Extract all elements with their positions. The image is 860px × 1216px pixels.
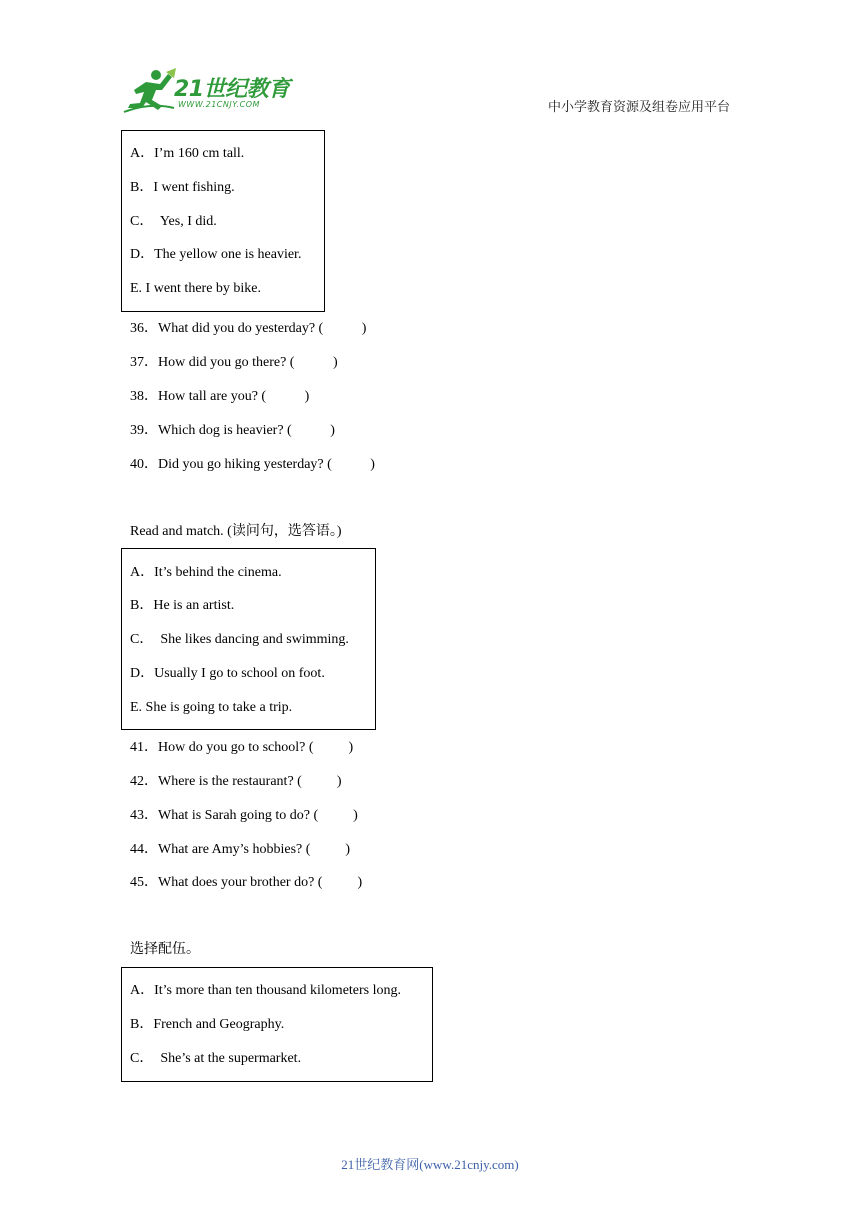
option-d: D．Usually I go to school on foot. (130, 666, 325, 681)
option-c: C． She’s at the supermarket. (130, 1051, 302, 1066)
option-c: C． Yes, I did. (130, 214, 217, 229)
footer-text: 21世纪教育网(www.21cnjy.com) (341, 1157, 519, 1172)
question-43: 43．What is Sarah going to do? ( ) (130, 808, 358, 823)
question-40: 40．Did you go hiking yesterday? ( ) (130, 457, 375, 472)
runner-logo-icon (122, 68, 178, 114)
section-3-title: 选择配伍。 (130, 942, 200, 957)
option-b: B．I went fishing. (130, 180, 235, 195)
question-36: 36．What did you do yesterday? ( ) (130, 321, 367, 336)
logo-text: 21世纪教育 (174, 77, 290, 102)
question-41: 41．How do you go to school? ( ) (130, 740, 354, 755)
option-a: A．It’s behind the cinema. (130, 565, 282, 580)
question-45: 45．What does your brother do? ( ) (130, 875, 363, 890)
option-a: A．It’s more than ten thousand kilometers long. (130, 983, 402, 998)
option-e: E. She is going to take a trip. (130, 700, 293, 715)
option-e: E. I went there by bike. (130, 281, 262, 296)
option-b: B．French and Geography. (130, 1017, 285, 1032)
question-42: 42．Where is the restaurant? ( ) (130, 774, 342, 789)
question-44: 44．What are Amy’s hobbies? ( ) (130, 842, 351, 857)
header-platform-text: 中小学教育资源及组卷应用平台 (547, 100, 730, 115)
section-2-title: Read and match. (读问句，选答语。) (130, 524, 342, 539)
logo-url: WWW.21CNJY.COM (178, 100, 260, 109)
logo (122, 68, 290, 116)
option-a: A．I’m 160 cm tall. (130, 146, 245, 161)
question-38: 38．How tall are you? ( ) (130, 389, 310, 404)
option-d: D．The yellow one is heavier. (130, 247, 302, 262)
option-c: C． She likes dancing and swimming. (130, 632, 349, 647)
question-39: 39．Which dog is heavier? ( ) (130, 423, 335, 438)
question-37: 37．How did you go there? ( ) (130, 355, 338, 370)
option-b: B．He is an artist. (130, 598, 235, 613)
